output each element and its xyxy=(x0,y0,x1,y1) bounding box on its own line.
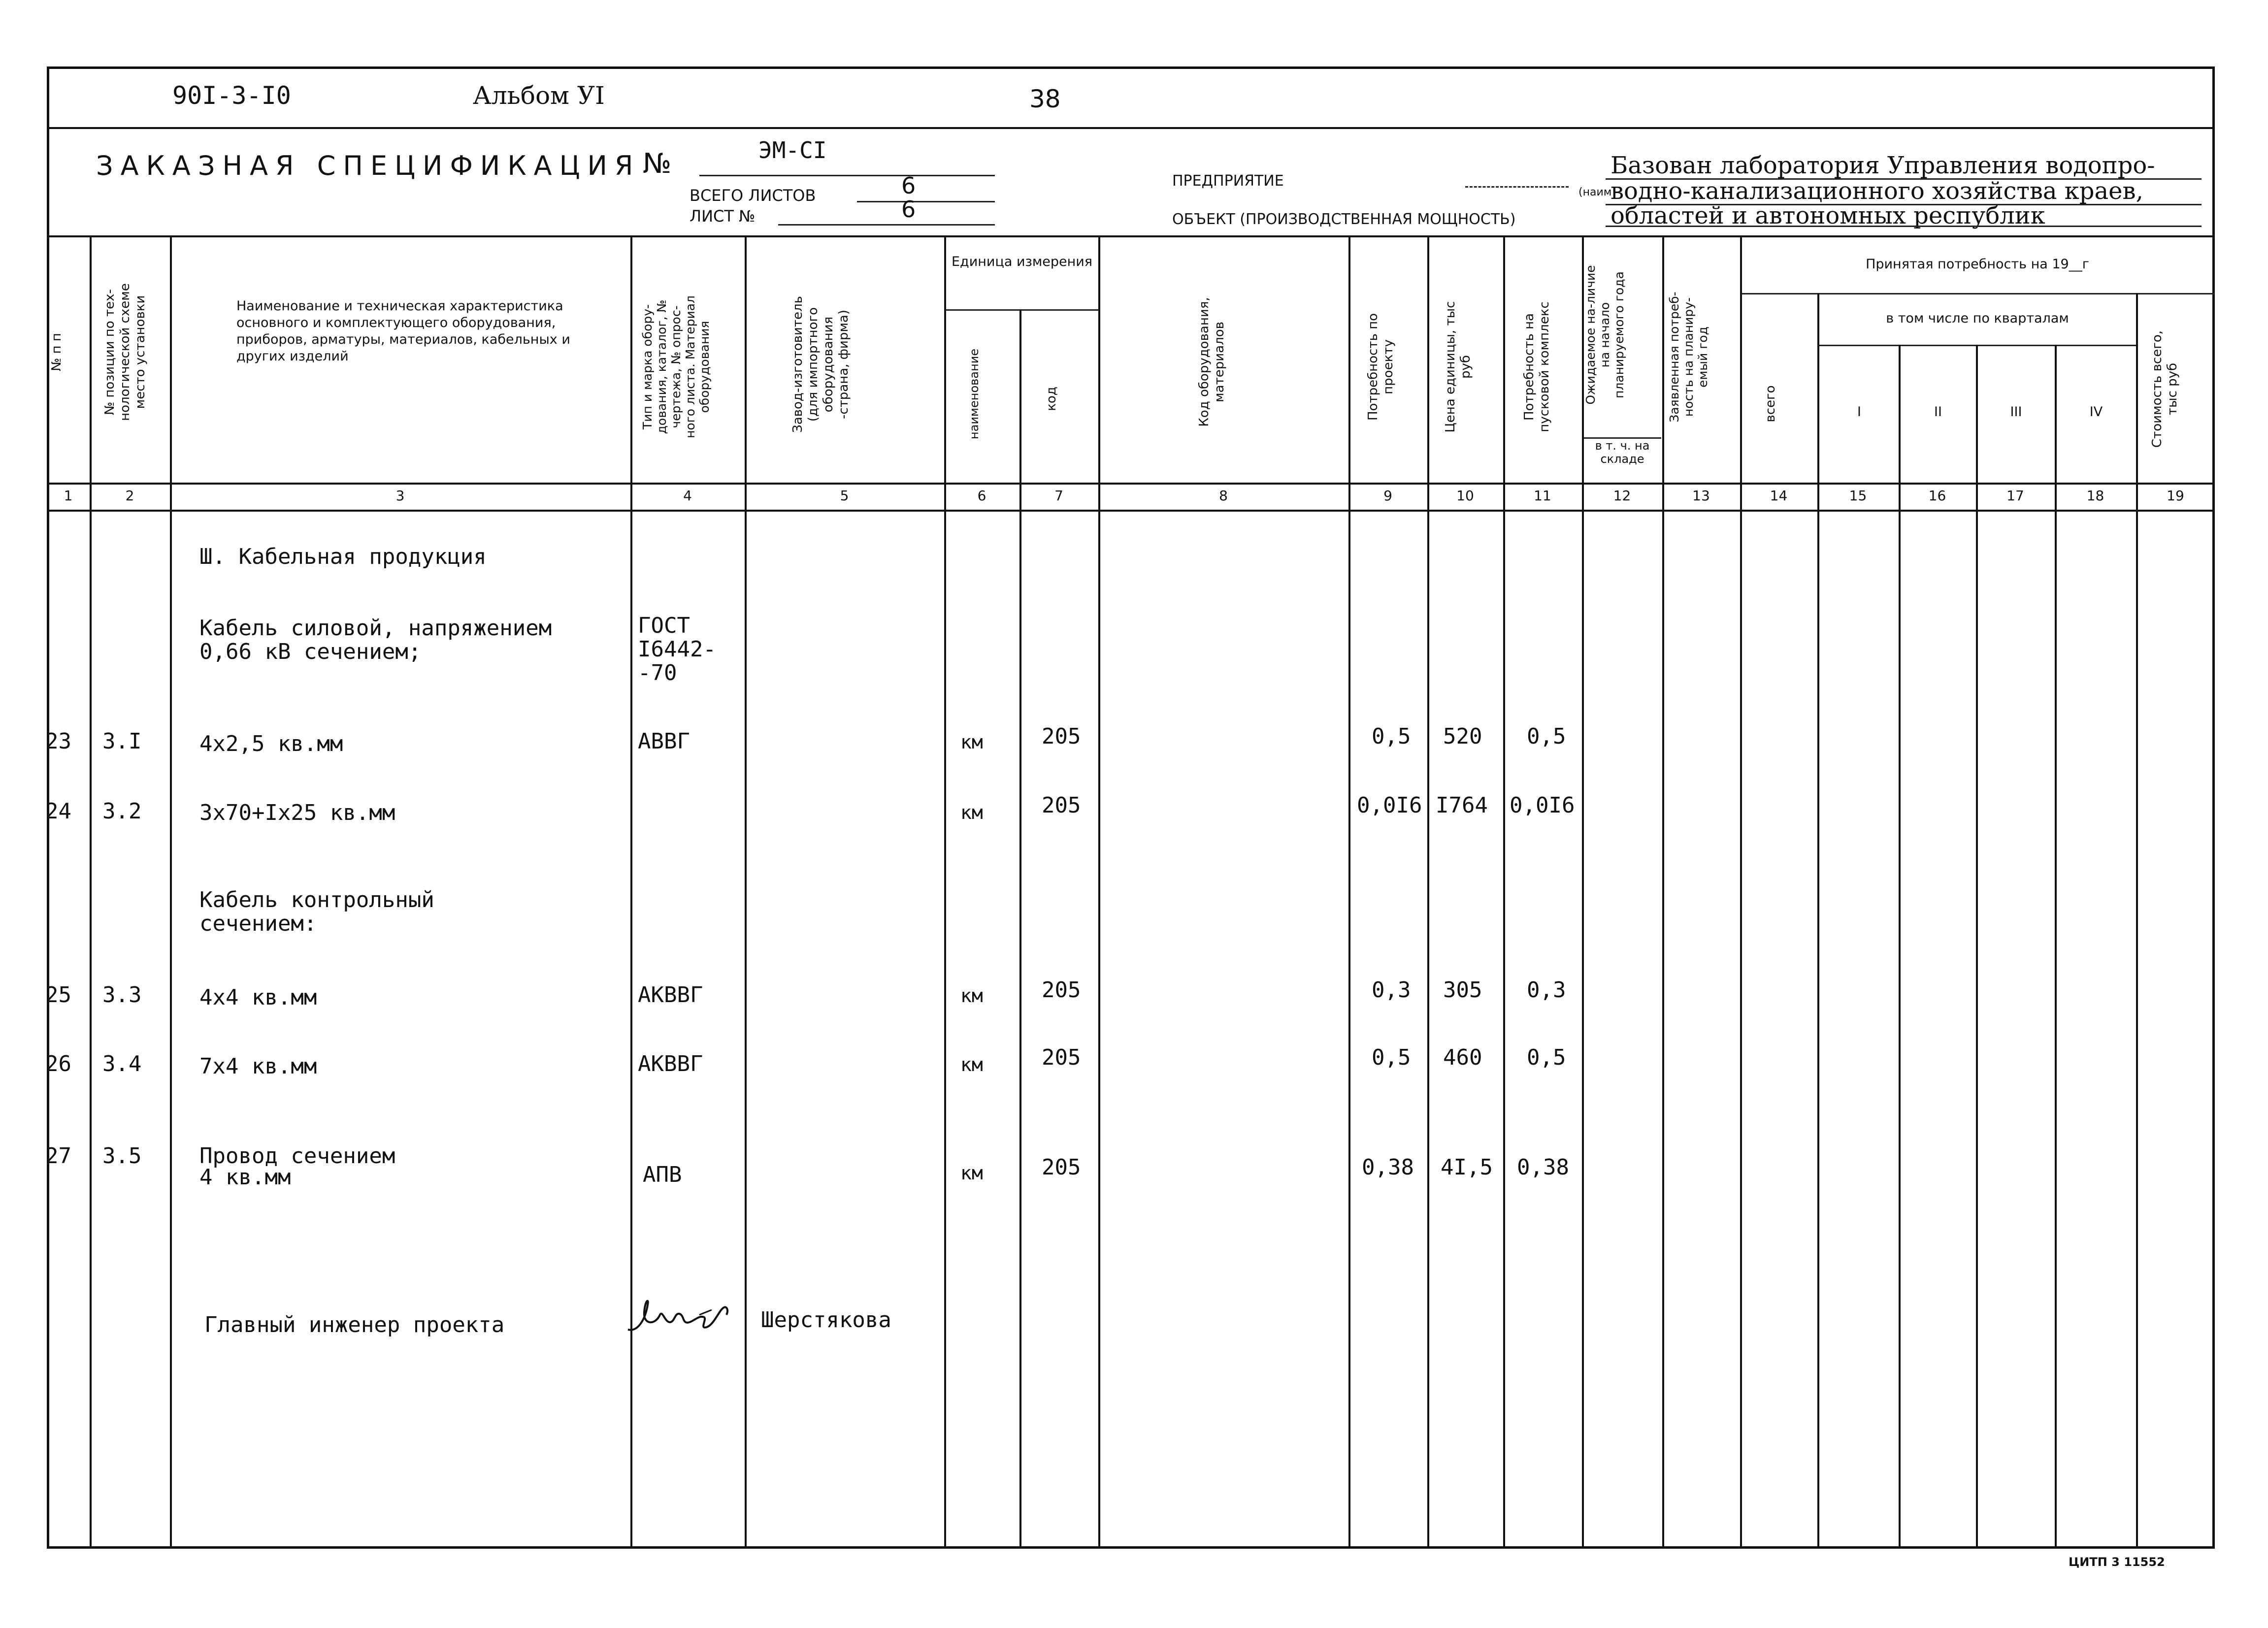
col-line-10 xyxy=(1503,235,1505,1549)
colnum-12: 12 xyxy=(1613,488,1631,504)
col11-header: Потребность на пусковой комплекс xyxy=(1522,301,1552,432)
colnum-3: 3 xyxy=(395,488,405,504)
col-line-14 xyxy=(1817,293,1819,1549)
table-row-23-need: 0,5 xyxy=(1372,724,1411,749)
table-row-26-type: АКВВГ xyxy=(638,1051,703,1076)
group1-text-2: 0,66 кВ сечением; xyxy=(199,639,422,664)
group2-text-1: Кабель контрольный xyxy=(199,887,434,912)
col-line-17 xyxy=(2055,345,2057,1549)
col16-header: II xyxy=(1934,404,1942,420)
table-row-27-unit: км xyxy=(960,1162,983,1184)
colnum-13: 13 xyxy=(1692,488,1710,504)
enterprise-line-2: водно-канализационного хозяйства краев, xyxy=(1611,177,2143,205)
enterprise-underline-1 xyxy=(1606,178,2202,180)
total-sheets-value: 6 xyxy=(901,172,916,199)
colnum-11: 11 xyxy=(1534,488,1551,504)
col-line-8 xyxy=(1348,235,1350,1549)
colnum-1: 1 xyxy=(64,488,73,504)
object-label: ОБЪЕКТ (ПРОИЗВОДСТВЕННАЯ МОЩНОСТЬ) xyxy=(1172,211,1516,228)
col15-header: I xyxy=(1857,404,1861,420)
col-line-11 xyxy=(1582,235,1584,1549)
col2-header: № позиции по тех-нологической схеме место установки xyxy=(102,283,148,421)
table-row-24-unit: км xyxy=(960,802,983,823)
colnum-17: 17 xyxy=(2006,488,2024,504)
table-row-24-launch: 0,0I6 xyxy=(1510,793,1575,818)
col3-header: Наименование и техническая характеристика основного и комплектующего оборудования, приборов, арматуры, материалов, кабельных и других изделий xyxy=(236,298,570,364)
col-line-2 xyxy=(170,235,172,1549)
table-top-line xyxy=(47,235,2215,237)
total-sheets-label: ВСЕГО ЛИСТОВ xyxy=(690,186,816,205)
header-bottom-line xyxy=(47,483,2215,485)
section-title: Ш. Кабельная продукция xyxy=(199,544,487,569)
enterprise-line-3: областей и автономных республик xyxy=(1611,202,2045,229)
enterprise-label: ПРЕДПРИЯТИЕ xyxy=(1172,172,1284,190)
table-row-26-pos: 3.4 xyxy=(102,1051,142,1076)
col6-header: наименование xyxy=(967,348,981,440)
table-row-24-name: 3х70+Iх25 кв.мм xyxy=(199,800,395,825)
group1-text-1: Кабель силовой, напряжением xyxy=(199,616,552,641)
table-row-25-name: 4х4 кв.мм xyxy=(199,985,317,1010)
table-row-23-unit: км xyxy=(960,731,983,753)
accepted-group-line xyxy=(1740,293,2215,294)
col-line-4 xyxy=(745,235,747,1549)
table-row-23-name: 4х2,5 кв.мм xyxy=(199,731,343,756)
colnum-9: 9 xyxy=(1383,488,1392,504)
colnum-15: 15 xyxy=(1849,488,1867,504)
table-row-27-name2: 4 кв.мм xyxy=(199,1165,291,1190)
col-line-1 xyxy=(90,235,92,1549)
table-row-25-need: 0,3 xyxy=(1372,977,1411,1003)
album-label: Альбом УI xyxy=(473,81,605,110)
table-row-24-code: 205 xyxy=(1042,793,1081,818)
signature-mark xyxy=(625,1295,744,1339)
col12-sub-header: в т. ч. на складе xyxy=(1595,439,1650,466)
col19-header: Стоимость всего, тыс руб xyxy=(2150,330,2180,448)
colnum-6: 6 xyxy=(977,488,986,504)
col18-header: IV xyxy=(2089,404,2103,420)
col-line-16 xyxy=(1976,345,1978,1549)
group2-text-2: сечением: xyxy=(199,911,317,936)
colnum-4: 4 xyxy=(683,488,692,504)
table-row-25-code: 205 xyxy=(1042,977,1081,1003)
spec-number: ЭМ-СI xyxy=(758,137,827,163)
table-row-27-name: Провод сечением xyxy=(199,1143,395,1169)
header-divider xyxy=(47,127,2215,129)
table-row-26-unit: км xyxy=(960,1054,983,1075)
signature-role: Главный инженер проекта xyxy=(204,1312,505,1337)
colnum-bottom-line xyxy=(47,510,2215,512)
col-line-15 xyxy=(1899,345,1901,1549)
table-row-27-type: АПВ xyxy=(643,1162,682,1187)
table-row-23-n: 23 xyxy=(45,729,71,754)
colnum-18: 18 xyxy=(2086,488,2104,504)
col9-header: Потребность по проекту xyxy=(1366,313,1396,421)
sheet-value: 6 xyxy=(901,196,916,223)
sheet-line xyxy=(778,224,995,226)
colnum-19: 19 xyxy=(2167,488,2184,504)
quarters-group-header: в том числе по кварталам xyxy=(1886,311,2069,326)
table-row-25-n: 25 xyxy=(45,982,71,1008)
table-row-25-pos: 3.3 xyxy=(102,982,142,1008)
enterprise-underline-3 xyxy=(1606,226,2202,227)
colnum-5: 5 xyxy=(840,488,849,504)
table-row-24-pos: 3.2 xyxy=(102,799,142,824)
table-row-25-type: АКВВГ xyxy=(638,982,703,1008)
sheet-label: ЛИСТ № xyxy=(690,207,756,226)
col14-header: всего xyxy=(1763,385,1778,423)
col5-header: Завод-изготовитель (для импортного оборудования -страна, фирма) xyxy=(790,296,851,433)
col10-header: Цена единицы, тыс руб xyxy=(1443,301,1473,433)
col1-header: № п п xyxy=(49,333,64,371)
col13-header: Заявленная потреб-ность на планиру-емый год xyxy=(1667,292,1710,423)
col7-header: код xyxy=(1044,387,1059,411)
table-row-27-code: 205 xyxy=(1042,1155,1081,1180)
spec-number-line xyxy=(699,175,995,176)
footer-stamp: ЦИТП 3 11552 xyxy=(2069,1555,2165,1569)
col-line-18 xyxy=(2136,293,2138,1549)
signature-name: Шерстякова xyxy=(761,1307,891,1333)
group1-type-2: I6442- xyxy=(638,637,716,662)
enterprise-underline-2 xyxy=(1606,204,2202,205)
table-row-23-pos: 3.I xyxy=(102,729,142,754)
group1-type-1: ГОСТ xyxy=(638,613,690,638)
colnum-8: 8 xyxy=(1219,488,1228,504)
colnum-16: 16 xyxy=(1928,488,1946,504)
col12-header: Ожидаемое на-личие на начало планируемого года xyxy=(1583,265,1626,405)
table-row-27-price: 4I,5 xyxy=(1441,1155,1493,1180)
table-row-26-need: 0,5 xyxy=(1372,1045,1411,1070)
number-sign: № xyxy=(643,148,672,180)
table-row-24-need: 0,0I6 xyxy=(1357,793,1422,818)
table-row-23-type: АВВГ xyxy=(638,729,690,754)
colnum-10: 10 xyxy=(1456,488,1474,504)
colnum-14: 14 xyxy=(1770,488,1788,504)
table-row-24-n: 24 xyxy=(45,799,71,824)
col-line-5 xyxy=(944,235,946,1549)
col-line-7 xyxy=(1098,235,1100,1549)
col8-header: Код оборудования, материалов xyxy=(1197,297,1227,427)
table-row-23-launch: 0,5 xyxy=(1527,724,1566,749)
table-row-23-code: 205 xyxy=(1042,724,1081,749)
table-row-26-launch: 0,5 xyxy=(1527,1045,1566,1070)
table-row-25-launch: 0,3 xyxy=(1527,977,1566,1003)
spec-title: ЗАКАЗНАЯ СПЕЦИФИКАЦИЯ xyxy=(96,150,641,181)
table-row-23-price: 520 xyxy=(1443,724,1482,749)
table-row-24-price: I764 xyxy=(1436,793,1488,818)
table-row-27-launch: 0,38 xyxy=(1517,1155,1569,1180)
table-row-25-price: 305 xyxy=(1443,977,1482,1003)
doc-code: 90I-3-I0 xyxy=(172,81,291,110)
col-line-3 xyxy=(630,235,632,1549)
table-row-26-code: 205 xyxy=(1042,1045,1081,1070)
colnum-7: 7 xyxy=(1054,488,1063,504)
enterprise-line-1: Базован лаборатория Управления водопро- xyxy=(1611,152,2155,179)
table-row-26-price: 460 xyxy=(1443,1045,1482,1070)
name-small-label: (наим xyxy=(1578,186,1612,198)
table-row-27-need: 0,38 xyxy=(1362,1155,1414,1180)
total-sheets-line xyxy=(857,201,995,202)
col-line-9 xyxy=(1427,235,1429,1549)
group1-type-3: -70 xyxy=(638,660,677,685)
col-line-13 xyxy=(1740,235,1742,1549)
enterprise-dash xyxy=(1465,186,1569,188)
table-row-27-n: 27 xyxy=(45,1143,71,1169)
colnum-2: 2 xyxy=(125,488,134,504)
table-row-27-pos: 3.5 xyxy=(102,1143,142,1169)
accepted-group-header: Принятая потребность на 19__г xyxy=(1866,257,2089,272)
table-row-25-unit: км xyxy=(960,985,983,1007)
page-number: 38 xyxy=(1029,85,1061,113)
col17-header: III xyxy=(2010,404,2022,420)
col-line-12 xyxy=(1662,235,1664,1549)
table-row-26-name: 7х4 кв.мм xyxy=(199,1054,317,1079)
unit-group-header: Единица измерения xyxy=(951,254,1093,269)
col4-header: Тип и марка обору-дования, каталог, № чертежа, № опрос-ного листа. Материал оборудования xyxy=(640,295,712,438)
table-row-26-n: 26 xyxy=(45,1051,71,1076)
